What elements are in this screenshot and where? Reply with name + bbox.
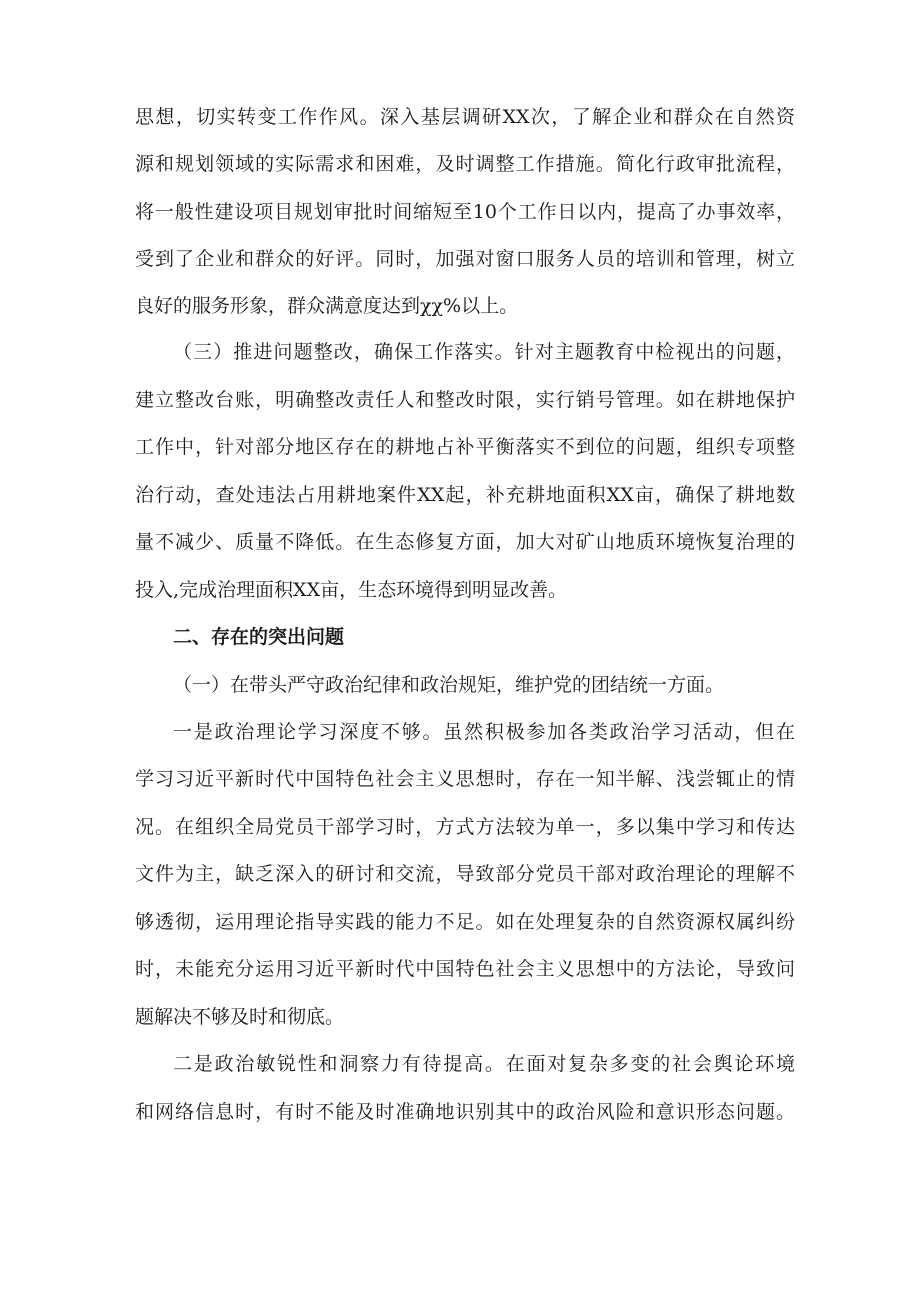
text-line: 工作中，针对部分地区存在的耕地占补平衡落实不到位的问题，组织专项整 <box>135 436 795 458</box>
text-line: 和网络信息时，有时不能及时准确地识别其中的政治风险和意识形态问题。 <box>135 1101 795 1123</box>
text-line: 学习习近平新时代中国特色社会主义思想时，存在一知半解、浅尝辄止的情 <box>135 768 795 790</box>
paragraph-heading-line: （三）推进问题整改，确保工作落实。针对主题教育中检视出的问题， <box>173 341 795 363</box>
text-line: 题解决不够及时和彻底。 <box>135 1006 345 1028</box>
text-line: 文件为主，缺乏深入的研讨和交流，导致部分党员干部对政治理论的理解不 <box>135 863 795 885</box>
text-line: 投入,完成治理面积XX亩，生态环境得到明显改善。 <box>135 579 568 601</box>
text-line: 源和规划领域的实际需求和困难，及时调整工作措施。简化行政审批流程， <box>135 153 795 175</box>
text-line: 够透彻，运用理论指导实践的能力不足。如在处理复杂的自然资源权属纠纷 <box>135 911 795 933</box>
text-line: 时，未能充分运用习近平新时代中国特色社会主义思想中的方法论，导致问 <box>135 958 795 980</box>
text-line: 量不减少、质量不降低。在生态修复方面，加大对矿山地质环境恢复治理的 <box>135 531 795 553</box>
section-heading: 二、存在的突出问题 <box>173 626 345 648</box>
text-line: 受到了企业和群众的好评。同时，加强对窗口服务人员的培训和管理，树立 <box>135 248 795 270</box>
text-line: 思想，切实转变工作作风。深入基层调研XX次，了解企业和群众在自然资 <box>135 106 795 128</box>
text-line: 治行动，查处违法占用耕地案件XX起，补充耕地面积XX亩，确保了耕地数 <box>135 484 795 506</box>
text-line: 二是政治敏锐性和洞察力有待提高。在面对复杂多变的社会舆论环境 <box>173 1053 795 1075</box>
subsection-heading: （一）在带头严守政治纪律和政治规矩，维护党的团结统一方面。 <box>173 674 725 696</box>
text-line: 良好的服务形象，群众满意度达到χχ%以上。 <box>135 295 519 317</box>
text-line: 建立整改台账，明确整改责任人和整改时限，实行销号管理。如在耕地保护 <box>135 389 795 411</box>
text-line: 将一般性建设项目规划审批时间缩短至10个工作日以内，提高了办事效率， <box>135 201 795 223</box>
text-line: 一是政治理论学习深度不够。虽然积极参加各类政治学习活动，但在 <box>173 721 795 743</box>
text-line: 况。在组织全局党员干部学习时，方式方法较为单一，多以集中学习和传达 <box>135 816 795 838</box>
